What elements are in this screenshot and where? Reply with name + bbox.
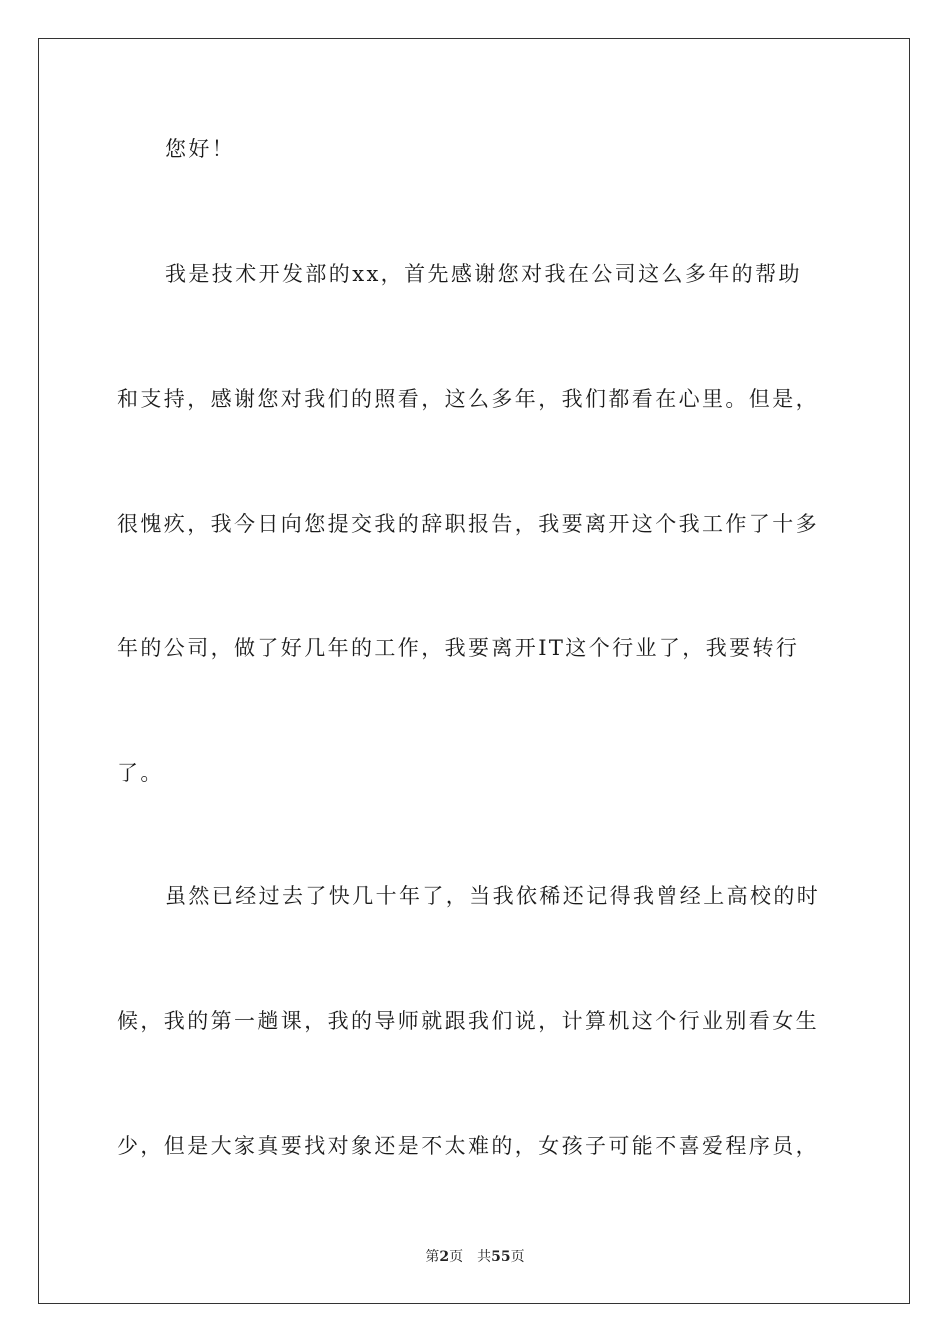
text-line-2: 我是技术开发部的xx，首先感谢您对我在公司这么多年的帮助 <box>165 262 802 286</box>
footer-page-prefix: 第 <box>425 1249 440 1265</box>
text-line-5: 年的公司，做了好几年的工作，我要离开IT这个行业了，我要转行 <box>117 636 800 660</box>
text-line-4: 很愧疚，我今日向您提交我的辞职报告，我要离开这个我工作了十多 <box>117 512 819 536</box>
text-line-1: 您好！ <box>165 137 236 161</box>
text-line-8: 候，我的第一趟课，我的导师就跟我们说，计算机这个行业别看女生 <box>117 1009 819 1033</box>
page-border <box>38 38 910 1304</box>
footer-total-prefix: 共 <box>477 1249 492 1265</box>
footer-total-suffix: 页 <box>510 1249 525 1265</box>
footer-page-suffix: 页 <box>449 1249 464 1265</box>
footer-total-pages: 55 <box>491 1249 511 1265</box>
text-line-7: 虽然已经过去了快几十年了，当我依稀还记得我曾经上高校的时 <box>165 884 821 908</box>
text-line-6: 了。 <box>117 761 164 785</box>
footer-page-number: 2 <box>439 1249 450 1265</box>
text-line-9: 少，但是大家真要找对象还是不太难的，女孩子可能不喜爱程序员， <box>117 1134 819 1158</box>
page-footer <box>0 1248 950 1266</box>
text-line-3: 和支持，感谢您对我们的照看，这么多年，我们都看在心里。但是， <box>117 387 819 411</box>
